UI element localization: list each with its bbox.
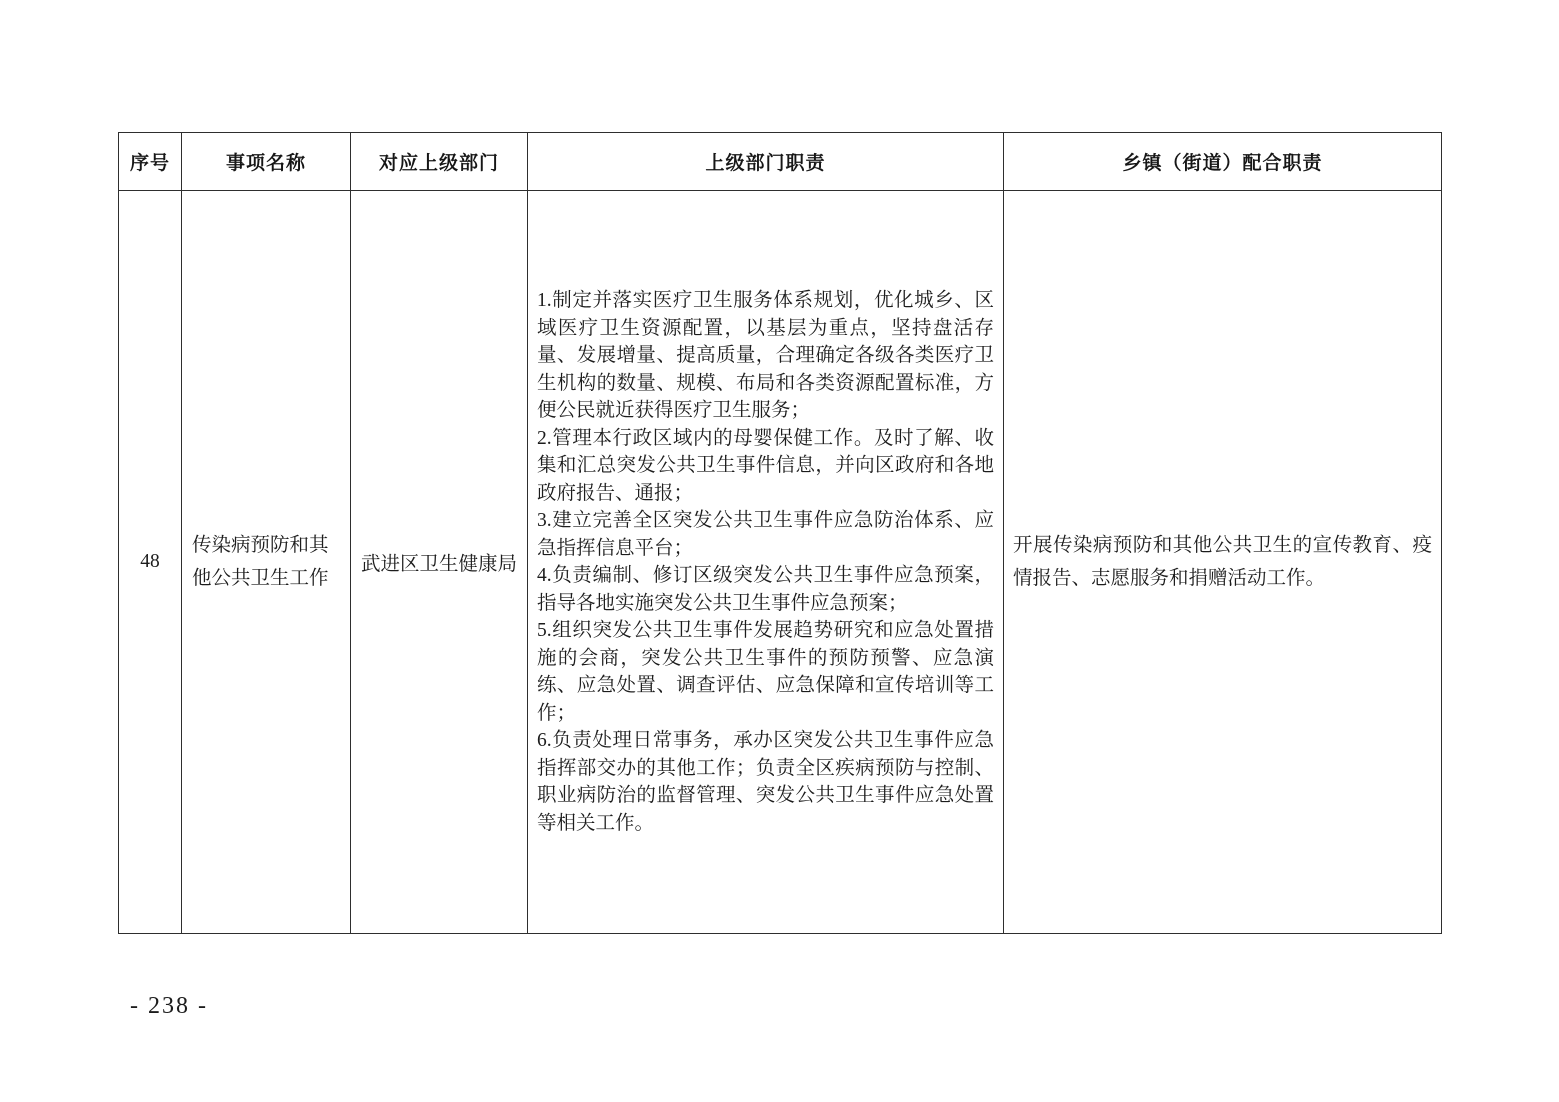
duty-item: 2.管理本行政区域内的母婴保健工作。及时了解、收集和汇总突发公共卫生事件信息，并向区政府和各地政府报告、通报； bbox=[537, 427, 994, 504]
header-superior-duties: 上级部门职责 bbox=[528, 133, 1004, 191]
table-header-row bbox=[119, 133, 1442, 191]
duty-item: 1.制定并落实医疗卫生服务体系规划，优化城乡、区域医疗卫生资源配置，以基层为重点，坚持盘活存量、发展增量、提高质量，合理确定各级各类医疗卫生机构的数量、规模、布局和各类资源配置标准，方便公民就近获得医疗卫生服务； bbox=[537, 290, 994, 421]
cell-superior-duties bbox=[528, 191, 1004, 934]
table-row bbox=[119, 191, 1442, 934]
cell-superior-department: 武进区卫生健康局 bbox=[351, 191, 528, 934]
page-number: - 238 - bbox=[130, 993, 208, 1019]
cell-item-name: 传染病预防和其他公共卫生工作 bbox=[182, 191, 351, 934]
header-township-duties: 乡镇（街道）配合职责 bbox=[1004, 133, 1442, 191]
cell-township-duties: 开展传染病预防和其他公共卫生的宣传教育、疫情报告、志愿服务和捐赠活动工作。 bbox=[1004, 191, 1442, 934]
header-serial-number: 序号 bbox=[119, 133, 182, 191]
duty-item: 3.建立完善全区突发公共卫生事件应急防治体系、应急指挥信息平台； bbox=[537, 510, 994, 559]
duty-item: 5.组织突发公共卫生事件发展趋势研究和应急处置措施的会商，突发公共卫生事件的预防预警、应急演练、应急处置、调查评估、应急保障和宣传培训等工作； bbox=[537, 620, 994, 724]
duty-item: 6.负责处理日常事务，承办区突发公共卫生事件应急指挥部交办的其他工作；负责全区疾病预防与控制、职业病防治的监督管理、突发公共卫生事件应急处置等相关工作。 bbox=[537, 730, 994, 834]
cell-serial-number: 48 bbox=[119, 191, 182, 934]
header-superior-department: 对应上级部门 bbox=[351, 133, 528, 191]
duty-item: 4.负责编制、修订区级突发公共卫生事件应急预案，指导各地实施突发公共卫生事件应急预案； bbox=[537, 565, 994, 614]
duties-table bbox=[118, 132, 1442, 934]
header-item-name: 事项名称 bbox=[182, 133, 351, 191]
